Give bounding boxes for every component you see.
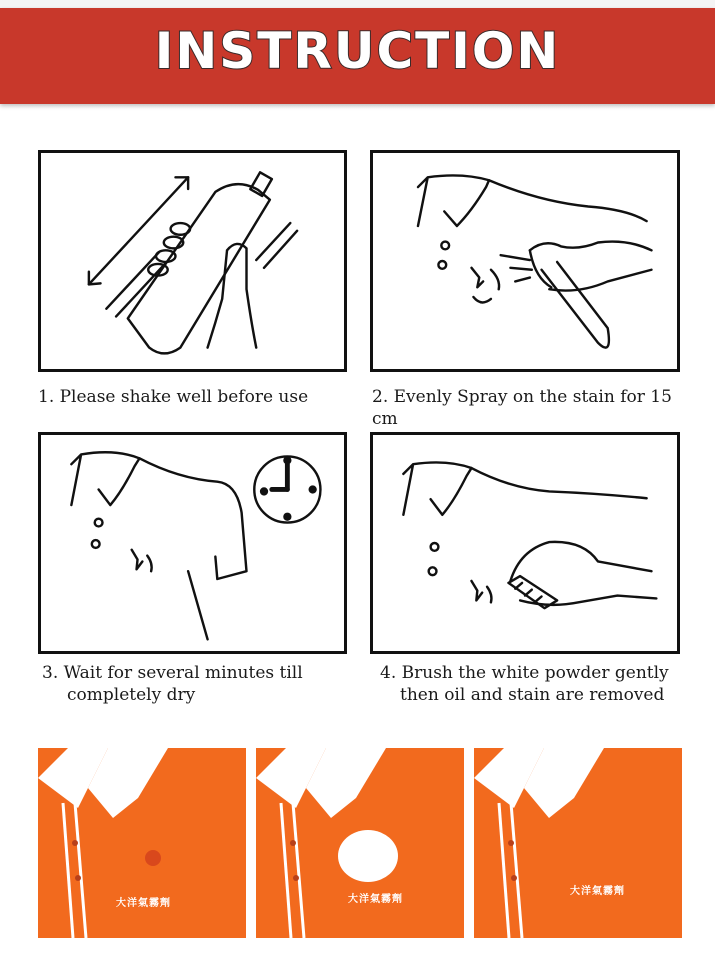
shirt-print-text: 大洋氣霧劑 — [116, 898, 171, 909]
shirt-stained-image — [38, 748, 246, 938]
page-title: INSTRUCTION — [154, 22, 561, 80]
clock-icon — [254, 456, 320, 522]
shirt-print-text: 大洋氣霧劑 — [570, 886, 625, 897]
step-4-line1: 4. Brush the white powder gently — [380, 663, 669, 683]
step-4-line2: then oil and stain are removed — [400, 685, 665, 705]
wait-illustration — [41, 435, 344, 651]
step-3-line2: completely dry — [67, 685, 196, 705]
panel-brush — [370, 432, 680, 654]
panel-wait — [38, 432, 347, 654]
step-2-line1: 2. Evenly Spray on the stain for 15 cm — [372, 387, 672, 429]
step-3-line1: 3. Wait for several minutes till — [42, 663, 303, 683]
step-1-caption — [38, 386, 358, 408]
shirt-powder-image — [256, 748, 464, 938]
photo-shirt-clean — [474, 748, 682, 938]
step-1-line1: 1. Please shake well before use — [38, 387, 309, 407]
spray-illustration — [373, 153, 677, 369]
shake-bottle-illustration — [41, 153, 344, 369]
shirt-print-text: 大洋氣霧劑 — [348, 894, 403, 905]
shirt-clean-image — [474, 748, 682, 938]
panel-shake — [38, 150, 347, 372]
header-banner — [0, 0, 715, 110]
step-3-caption — [42, 662, 362, 706]
step-4-caption — [380, 662, 710, 706]
panel-spray — [370, 150, 680, 372]
photo-shirt-stained — [38, 748, 246, 938]
photo-shirt-powder — [256, 748, 464, 938]
brush-illustration — [373, 435, 677, 651]
